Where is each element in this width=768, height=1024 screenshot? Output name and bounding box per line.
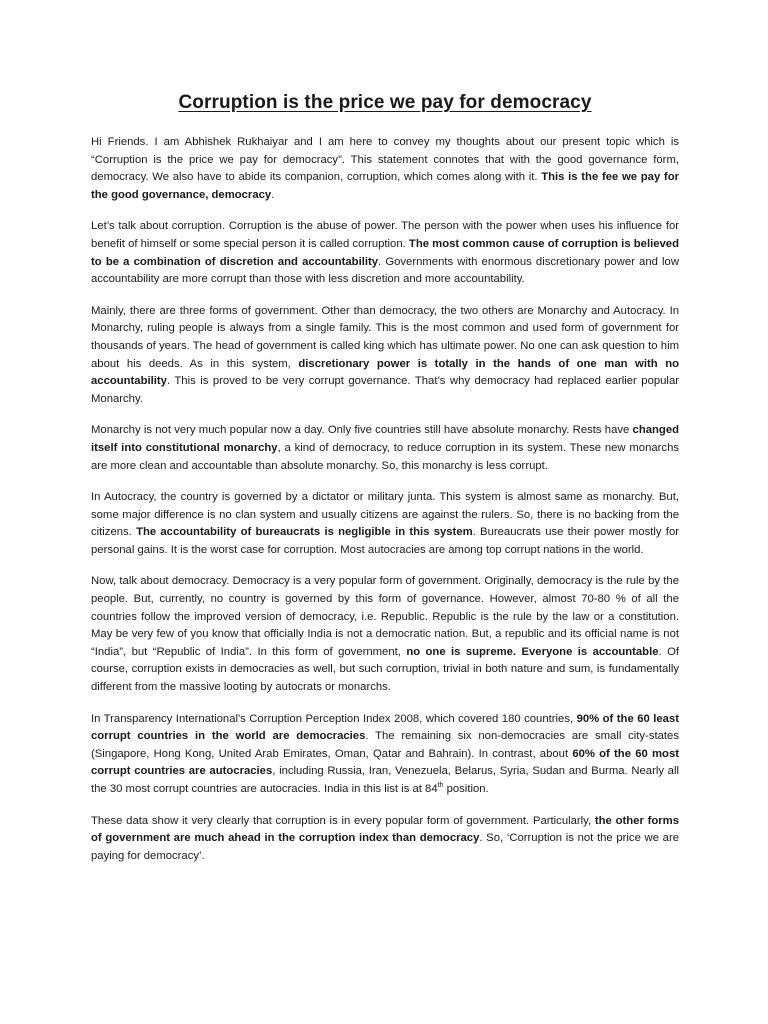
body-text: . Of course, corruption exists in democracies as well, but such corruption, trivial in both nature and sum, is fundamentally different from the massive looting by autocrats or monarchs. — [91, 645, 679, 694]
body-text: . — [271, 188, 275, 201]
paragraph-1 — [91, 134, 679, 204]
body-text: . So, ‘Corruption is not the price we are paying for democracy’. — [91, 832, 679, 862]
superscript-text: th — [437, 782, 444, 790]
body-text: Now, talk about democracy. Democracy is a very popular form of government. Originally, democracy is the rule by the people. But, currently, no country is governed by this form of governance. However, almost 70-80 % of all the countries follow the improved version of democracy, i.e. Republic. Republic is the rule by the law or a constitution. May be very few of you know that officially India is not a democratic nation. But, a republic and its official name is not “India”, but “Republic of India”. In this form of government, — [91, 575, 679, 658]
bold-text: 60% of the 60 most corrupt countries are autocracies — [91, 747, 679, 778]
body-text: In Autocracy, the country is governed by a dictator or military junta. This system is almost same as monarchy. But, some major difference is no clan system and usually citizens are against the rulers. So, there is no backing from the citizens. — [91, 491, 679, 539]
paragraph-8 — [91, 813, 679, 866]
document-body — [91, 134, 679, 865]
paragraph-4 — [91, 422, 679, 475]
body-text: These data show it very clearly that corruption is in every popular form of government. Particularly, — [91, 814, 595, 827]
bold-text: This is the fee we pay for the good governance, democracy — [91, 171, 679, 201]
body-text: Mainly, there are three forms of government. Other than democracy, the two others are Monarchy and Autocracy. In Monarchy, ruling people is always from a single family. This is the most common and used form of government for thousands of years. The head of government is called king which has ultimate power. No one can ask question to him about his deeds. As in this system, — [91, 304, 679, 370]
paragraph-6 — [91, 573, 679, 696]
paragraph-7 — [91, 711, 679, 799]
body-text: Let’s talk about corruption. Corruption is the abuse of power. The person with the power when uses his influence for benefit of himself or some special person it is called corruption. — [91, 220, 679, 250]
bold-text: 90% of the 60 least corrupt countries in the world are democracies — [91, 712, 679, 743]
paragraph-5 — [91, 489, 679, 559]
body-text: . Bureaucrats use their power mostly for personal gains. It is the worst case for corruption. Most autocracies are among top corrupt nations in the world. — [91, 526, 679, 556]
document-title: Corruption is the price we pay for democracy — [178, 92, 592, 113]
body-text: Hi Friends. I am Abhishek Rukhaiyar and I am here to convey my thoughts about our present topic which is “Corruption is the price we pay for democracy”. This statement connotes that with the good governance form, democracy. We also have to abide its companion, corruption, which comes along with it. — [91, 136, 679, 184]
body-text: position. — [443, 783, 489, 795]
paragraph-3 — [91, 303, 679, 409]
bold-text: no one is supreme. Everyone is accountable — [406, 645, 659, 658]
bold-text: changed itself into constitutional monarchy — [91, 424, 679, 454]
bold-text: the other forms of government are much ahead in the corruption index than democracy — [91, 814, 679, 845]
body-text: . This is proved to be very corrupt governance. That’s why democracy had replaced earlier popular Monarchy. — [91, 375, 679, 405]
bold-text: The accountability of bureaucrats is negligible in this system — [136, 526, 473, 539]
bold-text: The most common cause of corruption is believed to be a combination of discretion and accountability — [91, 237, 679, 268]
paragraph-2 — [91, 218, 679, 288]
bold-text: discretionary power is totally in the hands of one man with no accountability — [91, 357, 680, 388]
body-text: , a kind of democracy, to reduce corruption in its system. These new monarchs are more clean and accountable than absolute monarchy. So, this monarchy is less corrupt. — [91, 441, 679, 472]
body-text: In Transparency International's Corruption Perception Index 2008, which covered 180 countries, — [91, 712, 577, 725]
body-text: . The remaining six non-democracies are small city-states (Singapore, Hong Kong, United Arab Emirates, Oman, Qatar and Bahrain). In contrast, about — [91, 730, 679, 760]
body-text: , including Russia, Iran, Venezuela, Belarus, Syria, Sudan and Burma. Nearly all the 30 most corrupt countries are autocracies. India in this list is at 84 — [91, 765, 679, 795]
body-text: . Governments with enormous discretionary power and low accountability are more corrupt than those with less discretion and more accountability. — [91, 255, 679, 286]
body-text: Monarchy is not very much popular now a day. Only five countries still have absolute monarchy. Rests have — [91, 424, 633, 437]
